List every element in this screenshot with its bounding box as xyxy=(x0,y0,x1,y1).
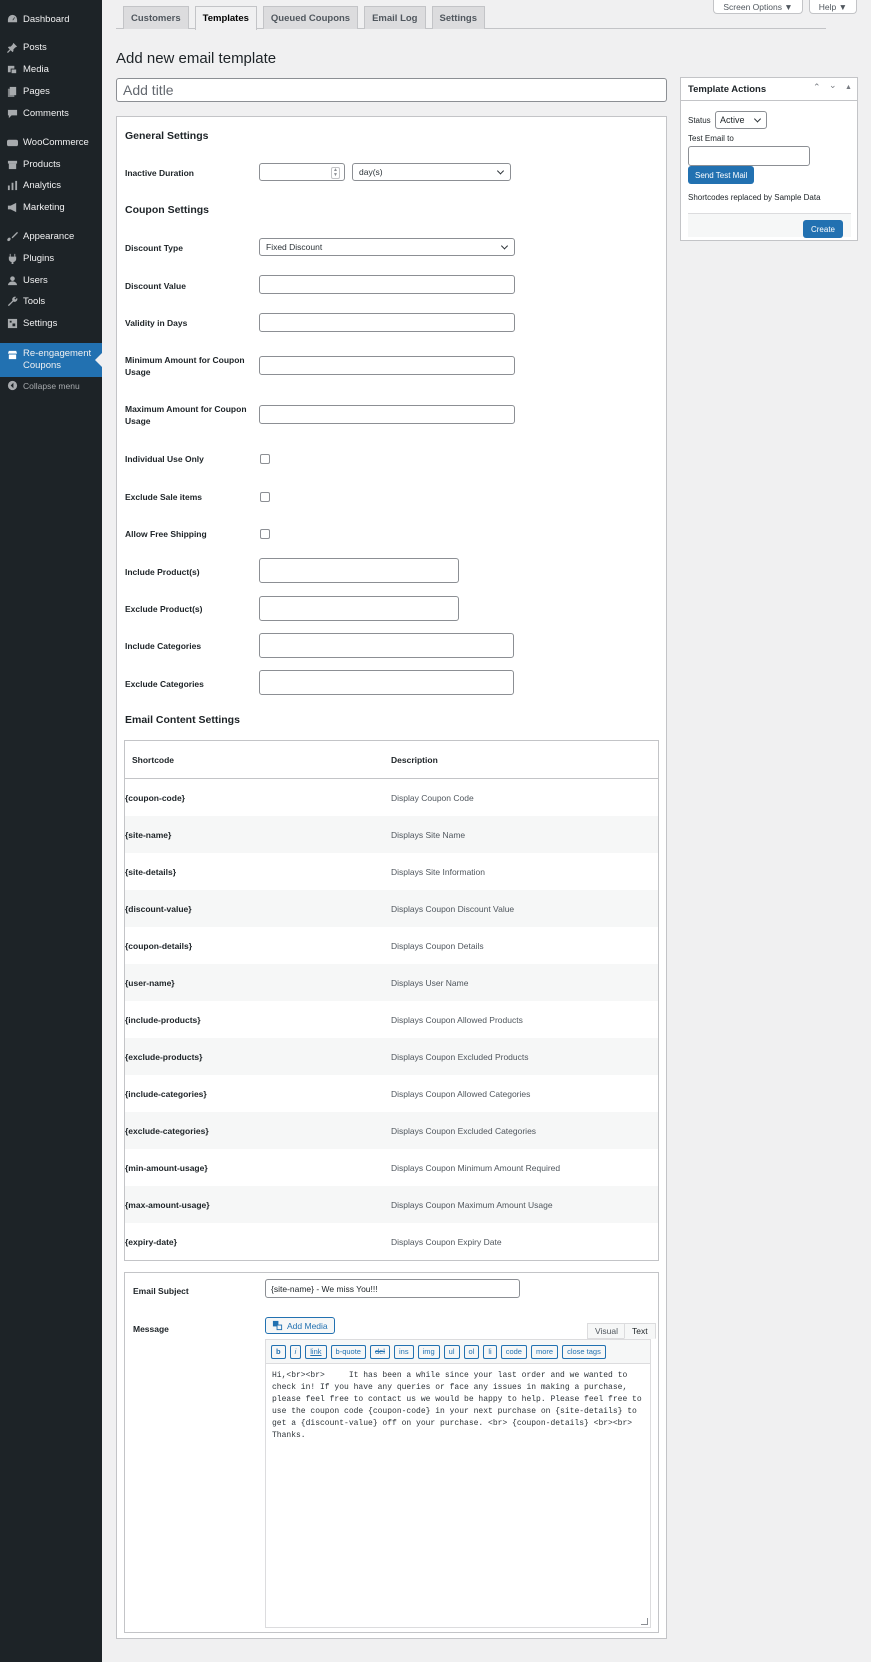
shortcode-cell: {discount-value} xyxy=(125,903,192,914)
table-row xyxy=(125,890,658,927)
general-settings-heading: General Settings xyxy=(125,130,209,142)
inactive-unit-select[interactable] xyxy=(352,163,511,181)
sidebar-item-label: Dashboard xyxy=(23,14,70,25)
tab-templates[interactable]: Templates xyxy=(195,6,257,30)
sidebar-item-label: Pages xyxy=(23,86,50,97)
description-cell: Displays Coupon Maximum Amount Usage xyxy=(391,1199,553,1210)
collapse-menu-button[interactable] xyxy=(0,375,102,396)
shortcode-cell: {max-amount-usage} xyxy=(125,1199,210,1210)
description-cell: Displays Coupon Allowed Categories xyxy=(391,1088,531,1099)
shortcode-cell: {site-details} xyxy=(125,866,177,877)
description-cell: Displays Coupon Excluded Categories xyxy=(391,1125,537,1136)
pin-icon xyxy=(6,42,18,54)
description-cell: Display Coupon Code xyxy=(391,792,474,803)
description-cell: Displays Coupon Details xyxy=(391,940,484,951)
sidebar-item-label: Settings xyxy=(23,318,58,329)
chevron-down-icon xyxy=(497,167,504,174)
table-row xyxy=(125,1075,658,1112)
free-shipping-checkbox[interactable] xyxy=(260,529,270,539)
template-actions-box xyxy=(680,77,858,241)
sidebar-item-appearance[interactable] xyxy=(0,226,102,247)
include-products-input[interactable] xyxy=(259,558,459,583)
quicktag-ul-button[interactable]: ul xyxy=(444,1345,460,1359)
message-textarea[interactable] xyxy=(265,1364,651,1628)
discount-type-select[interactable] xyxy=(259,238,515,256)
quicktag-ins-button[interactable]: ins xyxy=(394,1345,414,1359)
template-settings-box xyxy=(116,116,667,1639)
quicktag-ol-button[interactable]: ol xyxy=(464,1345,480,1359)
tab-email-log[interactable]: Email Log xyxy=(364,6,425,29)
sidebar-item-label: Plugins xyxy=(23,253,55,264)
quicktag-b-quote-button[interactable]: b-quote xyxy=(331,1345,366,1359)
exclude-products-label: Exclude Product(s) xyxy=(125,604,203,614)
sidebar-item-label: Users xyxy=(23,275,48,286)
exclude-categories-label: Exclude Categories xyxy=(125,679,204,689)
table-header xyxy=(125,741,658,779)
page-title: Add new email template xyxy=(116,50,277,67)
quicktag-code-button[interactable]: code xyxy=(501,1345,527,1359)
sidebar-item-label: Products xyxy=(23,159,61,170)
table-row xyxy=(125,1149,658,1186)
min-amount-label: Minimum Amount for Coupon Usage xyxy=(125,355,245,377)
sidebar-item-posts[interactable] xyxy=(0,37,102,58)
tab-customers[interactable]: Customers xyxy=(123,6,189,29)
visual-tab[interactable]: Visual xyxy=(587,1323,626,1339)
validity-input[interactable] xyxy=(259,313,515,332)
free-shipping-label: Allow Free Shipping xyxy=(125,529,207,539)
number-spinner-icon[interactable]: ▲ ▼ xyxy=(331,167,340,179)
sidebar-item-re-engagement-coupons[interactable] xyxy=(0,343,102,377)
exclude-sale-label: Exclude Sale items xyxy=(125,492,203,502)
shortcode-cell: {site-name} xyxy=(125,829,172,840)
min-amount-input[interactable] xyxy=(259,356,515,375)
sidebar-item-label: WooCommerce xyxy=(23,137,89,148)
message-text: Hi,<br><br> It has been a while since your last order and we wanted to check in! If you have any queries or face any issues in making a purchase, please feel free to contact us we would be happy to help. Please feel free to use the coupon code {coupon-code} in your next purchase on {site-details} to get a {discount-value} off on your purchase. <br> {coupon-details} <br><br> Thanks. xyxy=(272,1371,647,1440)
sidebar-item-label: Appearance xyxy=(23,231,75,242)
table-row xyxy=(125,1186,658,1223)
test-email-label: Test Email to xyxy=(688,134,734,143)
shortcode-note: Shortcodes replaced by Sample Data xyxy=(688,193,821,202)
sidebar-item-pages[interactable] xyxy=(0,81,102,102)
template-actions-title: Template Actions xyxy=(688,83,767,95)
shortcode-cell: {expiry-date} xyxy=(125,1236,177,1247)
media-icon xyxy=(6,64,18,76)
users-icon xyxy=(6,275,18,287)
add-media-icon xyxy=(272,1320,283,1331)
comments-icon xyxy=(6,108,18,120)
sidebar-item-marketing[interactable] xyxy=(0,197,102,218)
message-label: Message xyxy=(133,1324,169,1334)
table-row xyxy=(125,816,658,853)
include-categories-label: Include Categories xyxy=(125,641,202,651)
table-row xyxy=(125,1001,658,1038)
send-test-mail-button[interactable]: Send Test Mail xyxy=(688,166,754,184)
screen-options-button[interactable]: Screen Options ▼ xyxy=(713,0,802,14)
wrench-icon xyxy=(6,296,18,308)
dashboard-icon xyxy=(6,14,18,26)
shortcode-cell: {coupon-details} xyxy=(125,940,193,951)
chevron-down-icon xyxy=(501,242,508,249)
sidebar-item-analytics[interactable] xyxy=(0,175,102,196)
discount-value-input[interactable] xyxy=(259,275,515,294)
sidebar-item-label: Posts xyxy=(23,42,47,53)
sidebar-item-woocommerce[interactable] xyxy=(0,132,102,153)
create-button[interactable]: Create xyxy=(803,220,843,238)
collapse-icon xyxy=(6,380,18,392)
sidebar-item-label: Analytics xyxy=(23,180,62,191)
shortcode-cell: {user-name} xyxy=(125,977,175,988)
inactive-duration-label: Inactive Duration xyxy=(125,168,194,178)
individual-use-label: Individual Use Only xyxy=(125,454,204,464)
shortcode-cell: {exclude-categories} xyxy=(125,1125,209,1136)
discount-type-value: Fixed Discount xyxy=(266,242,323,252)
sidebar-item-users[interactable] xyxy=(0,270,102,291)
quicktags-toolbar xyxy=(265,1339,651,1364)
quicktag-i-button[interactable]: i xyxy=(290,1345,302,1359)
table-row xyxy=(125,779,658,816)
status-select[interactable] xyxy=(715,111,767,129)
description-cell: Displays User Name xyxy=(391,977,469,988)
exclude-categories-input[interactable] xyxy=(259,670,514,695)
chevron-down-icon[interactable]: ⌄ xyxy=(829,80,837,90)
discount-type-label: Discount Type xyxy=(125,243,183,253)
max-amount-label: Maximum Amount for Coupon Usage xyxy=(125,404,247,426)
text-tab[interactable]: Text xyxy=(624,1323,656,1339)
sidebar-item-settings[interactable] xyxy=(0,313,102,334)
include-products-label: Include Product(s) xyxy=(125,567,200,577)
sidebar-item-label: Comments xyxy=(23,108,69,119)
shortcode-column-header: Shortcode xyxy=(132,754,175,765)
description-cell: Displays Coupon Allowed Products xyxy=(391,1014,523,1025)
table-row xyxy=(125,927,658,964)
description-cell: Displays Coupon Discount Value xyxy=(391,903,515,914)
quicktag-more-button[interactable]: more xyxy=(531,1345,558,1359)
test-email-input[interactable] xyxy=(688,146,810,166)
sidebar-item-label: Media xyxy=(23,64,49,75)
add-media-label: Add Media xyxy=(287,1320,328,1331)
quicktag-del-button[interactable]: del xyxy=(370,1345,390,1359)
chevron-up-icon[interactable]: ⌃ xyxy=(813,82,821,92)
coupon-settings-heading: Coupon Settings xyxy=(125,204,209,216)
sidebar-item-media[interactable] xyxy=(0,59,102,80)
individual-use-checkbox[interactable] xyxy=(260,454,270,464)
settings-icon xyxy=(6,318,18,330)
plugin-icon xyxy=(6,253,18,265)
collapse-label: Collapse menu xyxy=(23,380,80,391)
table-row xyxy=(125,964,658,1001)
status-label: Status xyxy=(688,116,711,125)
quicktag-link-button[interactable]: link xyxy=(305,1345,326,1359)
chevron-down-icon xyxy=(754,115,761,122)
nav-tabs xyxy=(116,6,826,29)
woo-icon xyxy=(6,137,18,149)
sidebar-item-label: Re-engagement Coupons xyxy=(23,348,92,371)
sidebar-item-comments[interactable] xyxy=(0,103,102,124)
quicktag-li-button[interactable]: li xyxy=(483,1345,496,1359)
table-row xyxy=(125,1038,658,1075)
description-cell: Displays Site Information xyxy=(391,866,486,877)
inactive-duration-input[interactable] xyxy=(259,163,345,181)
max-amount-input[interactable] xyxy=(259,405,515,424)
shortcode-cell: {min-amount-usage} xyxy=(125,1162,208,1173)
sidebar-item-label: Marketing xyxy=(23,202,65,213)
brush-icon xyxy=(6,231,18,243)
resize-handle-icon[interactable] xyxy=(641,1618,648,1625)
active-pointer xyxy=(95,353,102,367)
sidebar-item-products[interactable] xyxy=(0,154,102,175)
title-input[interactable] xyxy=(116,78,667,102)
shortcode-cell: {include-products} xyxy=(125,1014,201,1025)
table-row xyxy=(125,1112,658,1149)
sidebar-item-plugins[interactable] xyxy=(0,248,102,269)
description-cell: Displays Coupon Minimum Amount Required xyxy=(391,1162,561,1173)
help-button[interactable]: Help ▼ xyxy=(809,0,857,14)
discount-value-label: Discount Value xyxy=(125,281,186,291)
description-cell: Displays Site Name xyxy=(391,829,466,840)
validity-label: Validity in Days xyxy=(125,318,188,328)
tab-settings[interactable]: Settings xyxy=(432,6,485,29)
description-cell: Displays Coupon Expiry Date xyxy=(391,1236,502,1247)
shortcode-cell: {coupon-code} xyxy=(125,792,185,803)
inactive-unit-value: day(s) xyxy=(359,167,383,177)
description-cell: Displays Coupon Excluded Products xyxy=(391,1051,529,1062)
tab-queued-coupons[interactable]: Queued Coupons xyxy=(263,6,358,29)
sidebar-item-label: Tools xyxy=(23,296,46,307)
include-categories-input[interactable] xyxy=(259,633,514,658)
email-subject-input[interactable]: {site-name} - We miss You!!! xyxy=(265,1279,520,1298)
status-value: Active xyxy=(720,115,745,125)
shortcode-cell: {include-categories} xyxy=(125,1088,207,1099)
shortcode-table xyxy=(124,740,659,1261)
store-icon xyxy=(6,348,18,360)
description-column-header: Description xyxy=(391,754,438,765)
email-content-heading: Email Content Settings xyxy=(125,714,240,726)
quicktag-b-button[interactable]: b xyxy=(271,1345,286,1359)
exclude-products-input[interactable] xyxy=(259,596,459,621)
email-content-box xyxy=(124,1272,659,1633)
admin-sidebar xyxy=(0,0,102,1662)
quicktag-img-button[interactable]: img xyxy=(418,1345,440,1359)
toggle-panel-icon[interactable]: ▲ xyxy=(845,84,852,91)
shortcode-cell: {exclude-products} xyxy=(125,1051,203,1062)
pages-icon xyxy=(6,86,18,98)
analytics-icon xyxy=(6,180,18,192)
quicktag-close-tags-button[interactable]: close tags xyxy=(562,1345,606,1359)
email-subject-label: Email Subject xyxy=(133,1286,189,1296)
add-media-button[interactable] xyxy=(265,1317,335,1334)
table-body xyxy=(125,779,658,1260)
megaphone-icon xyxy=(6,202,18,214)
table-row xyxy=(125,1223,658,1260)
sidebar-item-dashboard[interactable] xyxy=(0,9,102,30)
exclude-sale-checkbox[interactable] xyxy=(260,492,270,502)
table-row xyxy=(125,853,658,890)
products-icon xyxy=(6,159,18,171)
sidebar-item-tools[interactable] xyxy=(0,291,102,312)
